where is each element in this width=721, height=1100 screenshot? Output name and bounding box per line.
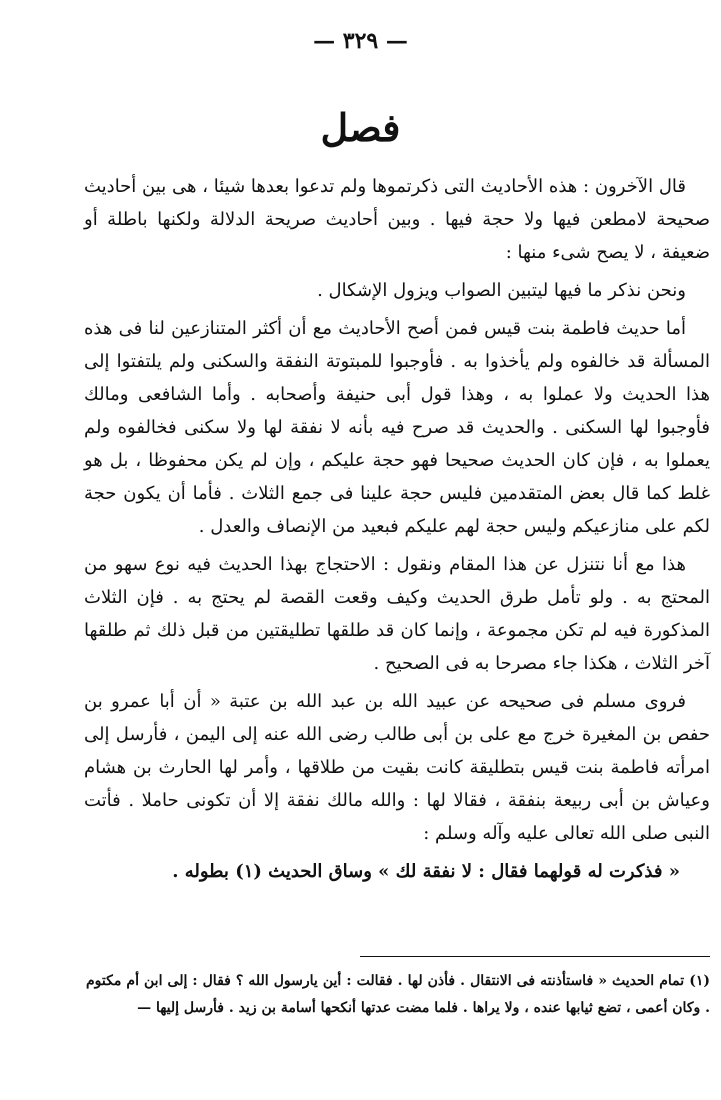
- paragraph: فروى مسلم فى صحيحه عن عبيد الله بن عبد الله بن عتبة « أن أبا عمرو بن حفص بن المغيرة خرج مع على بن أبى طالب رضى الله عنه إلى اليمن ، فأرسل إلى امرأته فاطمة بنت قيس بتطليقة كانت بقيت من طلاقها ، وأمر لها الحارث بن هشام وعياش بن أبى ربيعة بنفقة ، فقالا لها : والله مالك نفقة إلا أن تكونى حاملا . فأتت النبى صلى الله تعالى عليه وآله وسلم :: [84, 691, 710, 844]
- paragraph: قال الآخرون : هذه الأحاديث التى ذكرتموها ولم تدعوا بعدها شيئا ، هى بين أحاديث صحيحة لامطعن فيها ولا حجة فيها . وبين أحاديث صريحة الدلالة ولكنها باطلة أو ضعيفة ، لا يصح شىء منها :: [84, 176, 710, 263]
- section-title: فصل: [320, 105, 401, 150]
- paragraph: هذا مع أنا نتنزل عن هذا المقام ونقول : الاحتجاج بهذا الحديث فيه نوع سهو من المحتج به . ولو تأمل طرق الحديث وكيف وقعت القصة لم يحتج به . فإن الثلاث المذكورة فيه لم تكن مجموعة ، وإنما كان قد طلقها تطليقتين من قبل ذلك ثم طلقها آخر الثلاث ، هكذا جاء مصرحا به فى الصحيح .: [84, 554, 710, 674]
- paragraph: ونحن نذكر ما فيها ليتبين الصواب ويزول الإشكال .: [317, 280, 686, 301]
- body-text: [84, 170, 710, 893]
- footnote-divider: [360, 956, 710, 957]
- footnote-text: (١) تمام الحديث « فاستأذنته فى الانتقال . فأذن لها . فقالت : أين يارسول الله ؟ فقال : إلى ابن أم مكتوم . وكان أعمى ، تضع ثيابها عنده ، ولا يراها . فلما مضت عدتها أنكحها أسامة بن زيد . فأرسل إليها —: [86, 973, 710, 1016]
- hadith-quote: « فذكرت له قولهما فقال : لا نفقة لك » وساق الحديث (١) بطوله .: [172, 861, 680, 882]
- paragraph: أما حديث فاطمة بنت قيس فمن أصح الأحاديث مع أن أكثر المتنازعين لنا فى هذه المسألة قد خالفوه ولم يأخذوا به . فأوجبوا للمبتوتة النفقة والسكنى ولم يلتفتوا إلى هذا الحديث ولا عملوا به ، وهذا قول أبى حنيفة وأصحابه . وأما الشافعى ومالك فأوجبوا لها السكنى . والحديث قد صرح فيه بأنه لا نفقة لها ولا سكنى فخالفوه ولم يعملوا به ، فإن كان الحديث صحيحا فهو حجة عليكم ، وإن لم يكن محفوظا ، بل هو غلط كما قال بعض المتقدمين فليس حجة علينا فى جمع الثلاث . فأما أن يكون حجة لكم على منازعيكم وليس حجة لهم عليكم فبعيد من الإنصاف والعدل .: [84, 318, 710, 537]
- page-number: — ٣٢٩ —: [313, 28, 408, 54]
- footnote: [86, 968, 710, 1022]
